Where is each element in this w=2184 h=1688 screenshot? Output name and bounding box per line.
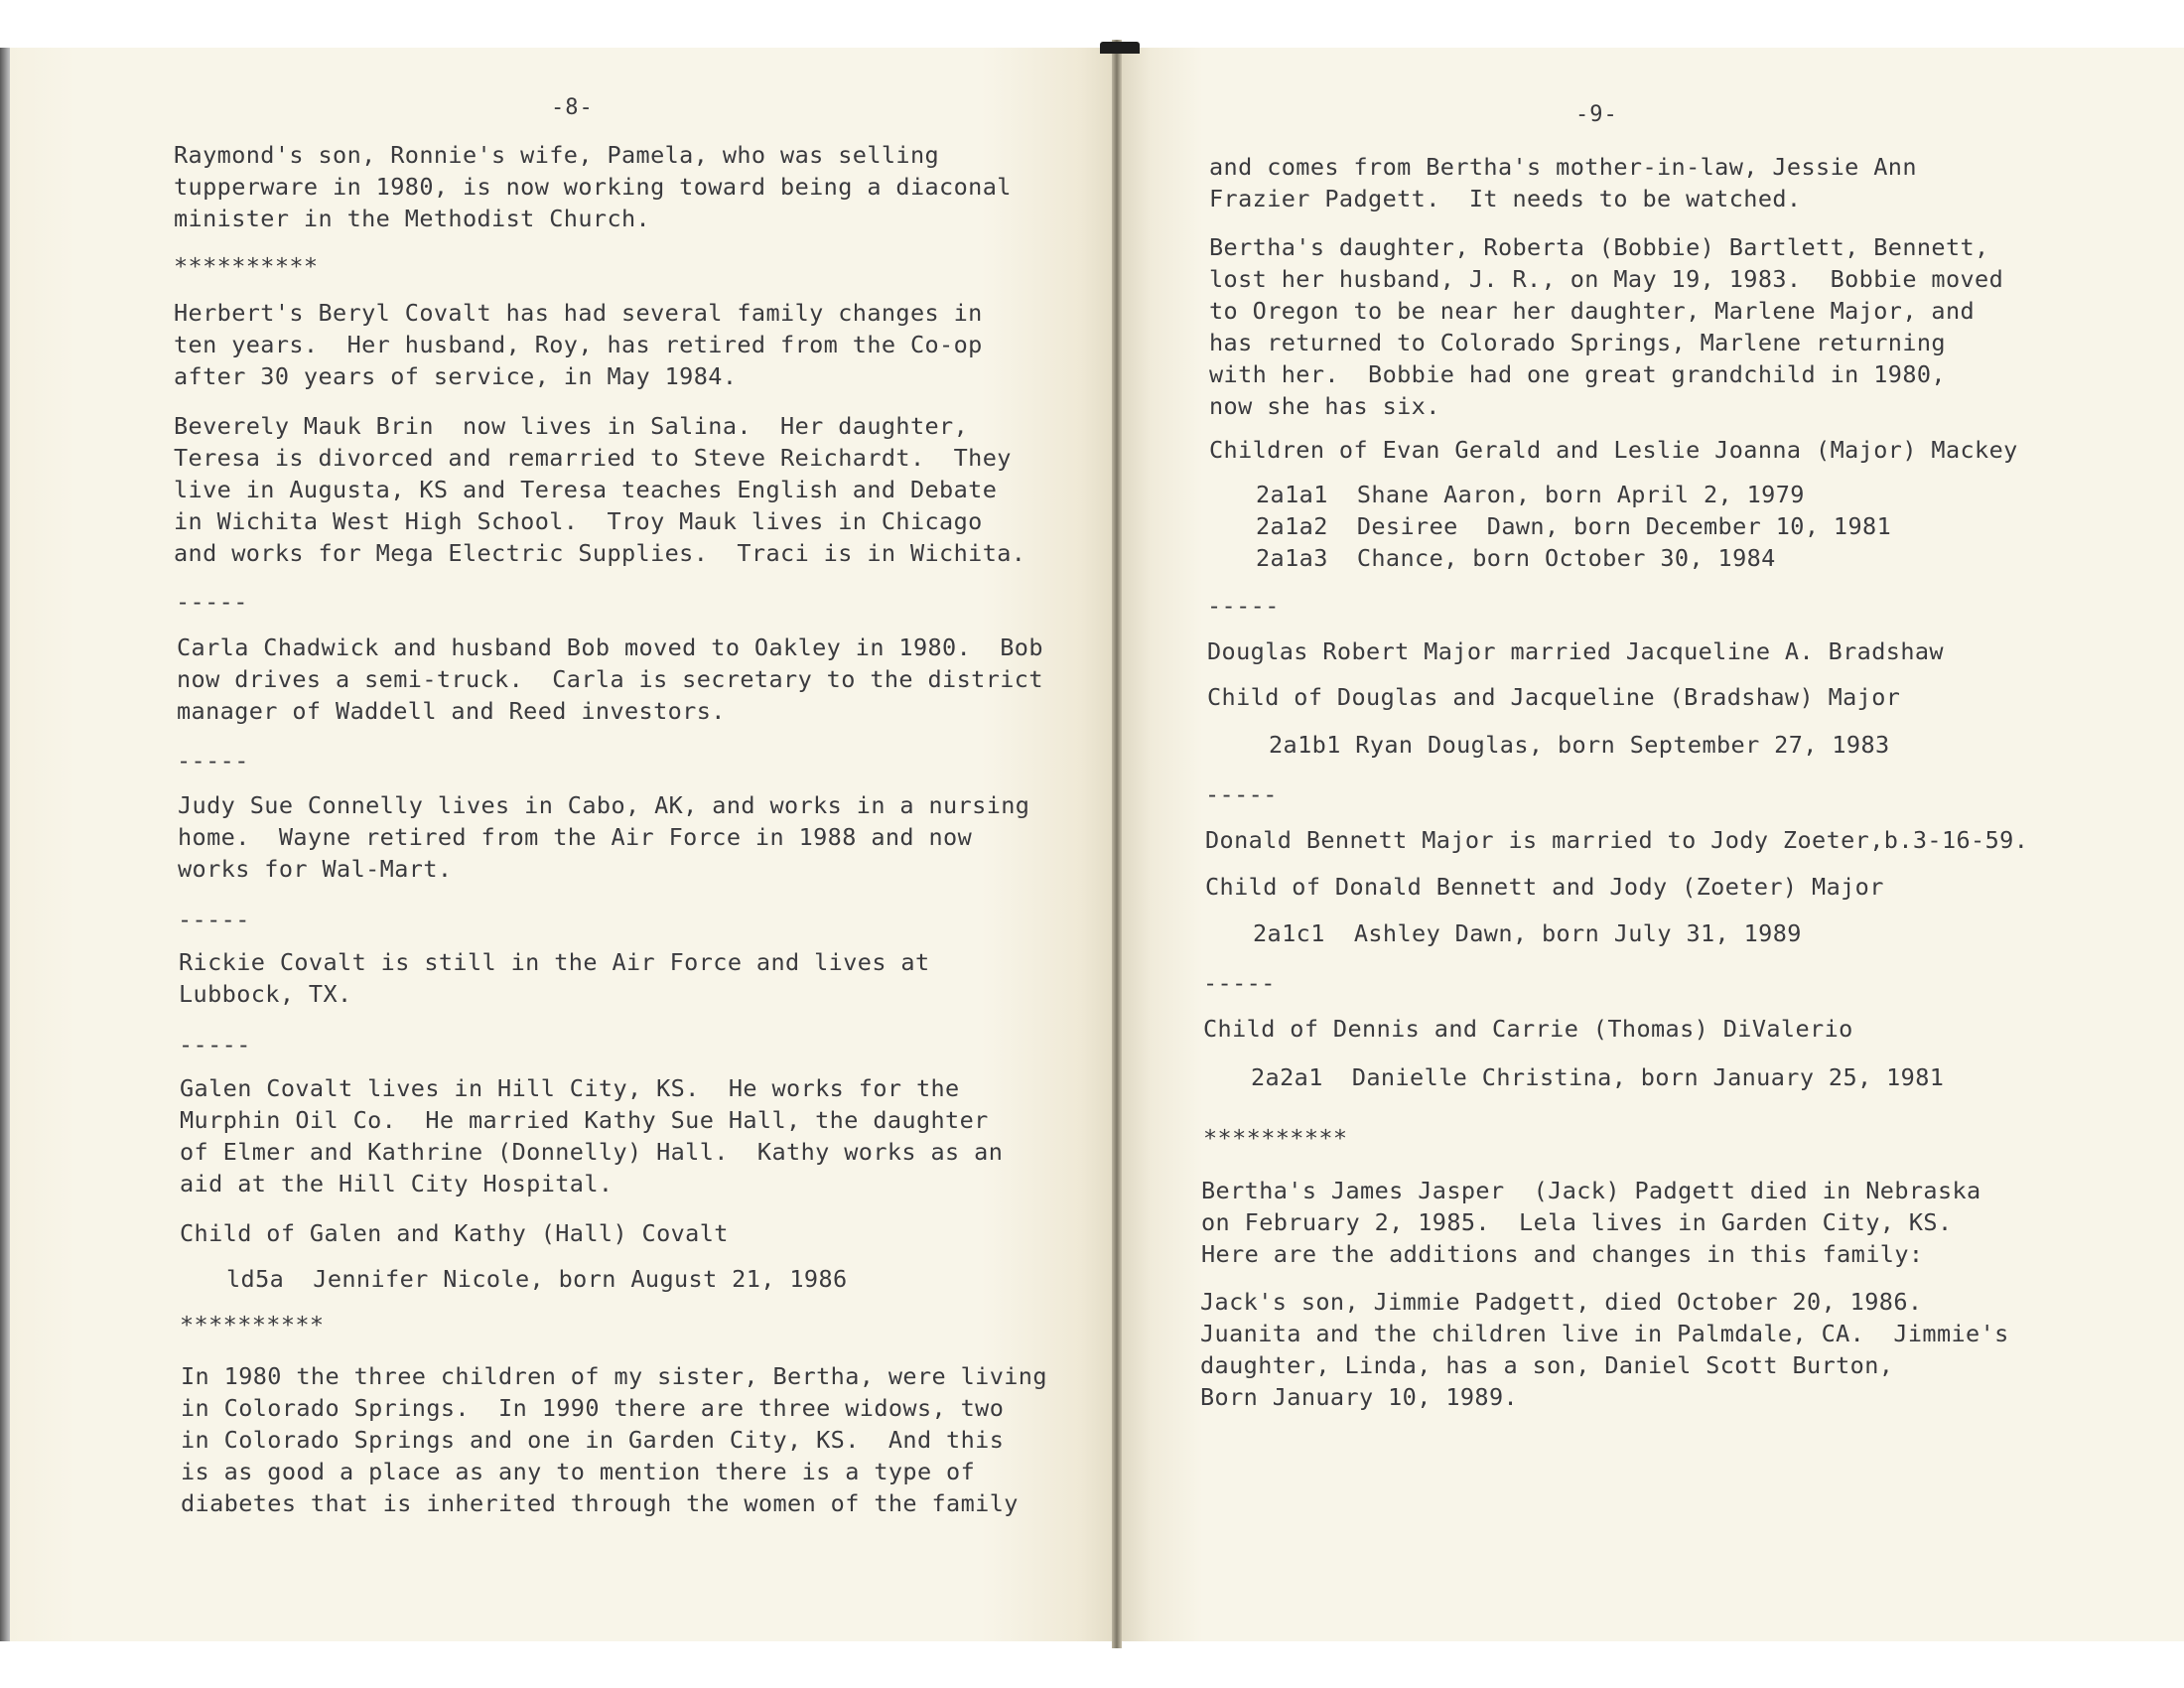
right-child-heading-divalerio: Child of Dennis and Carrie (Thomas) DiValerio: [1203, 1015, 1853, 1043]
book-spine: [1100, 42, 1140, 54]
right-paragraph-diabetes-cont: and comes from Bertha's mother-in-law, Jessie Ann Frazier Padgett. It needs to be watched.: [1209, 153, 1917, 212]
left-child-entry: ld5a Jennifer Nicole, born August 21, 1986: [226, 1265, 848, 1293]
right-paragraph-roberta: Bertha's daughter, Roberta (Bobbie) Bartlett, Bennett, lost her husband, J. R., on May 19, 1983. Bobbie moved to Oregon to be near her daughter, Marlene Major, and has returned to Colorado Springs, Marlene returning with her. Bobbie had one great grandchild in 1980, now she has six.: [1209, 233, 2004, 420]
right-separator-dash-2: -----: [1205, 780, 1278, 808]
right-separator-dash-3: -----: [1203, 969, 1276, 997]
right-child-heading-donald: Child of Donald Bennett and Jody (Zoeter) Major: [1205, 873, 1884, 901]
left-paragraph-judy: Judy Sue Connelly lives in Cabo, AK, and works in a nursing home. Wayne retired from the Air Force in 1988 and now works for Wal-Mart.: [178, 791, 1030, 883]
right-paragraph-jack: Bertha's James Jasper (Jack) Padgett died in Nebraska on February 2, 1985. Lela lives in Garden City, KS. Here are the additions and changes in this family:: [1201, 1177, 1981, 1268]
right-separator-stars: **********: [1203, 1124, 1348, 1152]
left-paragraph-carla: Carla Chadwick and husband Bob moved to Oakley in 1980. Bob now drives a semi-truck. Carla is secretary to the district manager of Waddell and Reed investors.: [177, 633, 1043, 725]
left-separator-stars-2: **********: [180, 1311, 325, 1338]
right-children-heading-mackey: Children of Evan Gerald and Leslie Joanna (Major) Mackey: [1209, 436, 2018, 464]
left-page-number: -8-: [551, 95, 594, 120]
left-child-heading: Child of Galen and Kathy (Hall) Covalt: [180, 1219, 729, 1247]
left-separator-dash-1: -----: [176, 588, 248, 616]
book-gutter: [1112, 40, 1122, 1648]
left-paragraph-bertha: In 1980 the three children of my sister, Bertha, were living in Colorado Springs. In 1990 there are three widows, two in Colorado Springs and one in Garden City, KS. And this is as good a place as any to mention there is a type of diabetes that is inherited through the women of the family: [181, 1362, 1047, 1517]
left-paragraph-beryl: Herbert's Beryl Covalt has had several family changes in ten years. Her husband, Roy, has retired from the Co-op after 30 years of service, in May 1984.: [174, 299, 983, 390]
left-separator-dash-4: -----: [179, 1031, 251, 1058]
right-child-entry-ryan: 2a1b1 Ryan Douglas, born September 27, 1983: [1269, 731, 1890, 759]
left-paragraph-galen: Galen Covalt lives in Hill City, KS. He works for the Murphin Oil Co. He married Kathy Sue Hall, the daughter of Elmer and Kathrine (Donnelly) Hall. Kathy works as an aid at the Hill City Hospital.: [180, 1074, 1004, 1197]
left-separator-stars-1: **********: [174, 252, 319, 280]
right-child-entry-ashley: 2a1c1 Ashley Dawn, born July 31, 1989: [1253, 919, 1802, 947]
left-separator-dash-2: -----: [177, 747, 249, 774]
right-separator-dash-1: -----: [1207, 592, 1280, 620]
right-paragraph-douglas: Douglas Robert Major married Jacqueline A. Bradshaw: [1207, 637, 1944, 665]
left-paragraph-beverely: Beverely Mauk Brin now lives in Salina. Her daughter, Teresa is divorced and remarried to Steve Reichardt. They live in Augusta, KS and Teresa teaches English and Debate in Wichita West High School. Troy Mauk lives in Chicago and works for Mega Electric Supplies. Traci is in Wichita.: [174, 412, 1026, 567]
left-separator-dash-3: -----: [178, 906, 250, 933]
right-child-heading-douglas: Child of Douglas and Jacqueline (Bradshaw) Major: [1207, 683, 1901, 711]
left-paragraph-rickie: Rickie Covalt is still in the Air Force and lives at Lubbock, TX.: [179, 948, 930, 1008]
right-page-number: -9-: [1575, 102, 1618, 127]
right-child-entry-danielle: 2a2a1 Danielle Christina, born January 25, 1981: [1251, 1063, 1945, 1091]
right-paragraph-jimmie: Jack's son, Jimmie Padgett, died October 20, 1986. Juanita and the children live in Palmdale, CA. Jimmie's daughter, Linda, has a son, Daniel Scott Burton, Born January 10, 1989.: [1200, 1288, 2009, 1411]
right-children-entries-mackey: 2a1a1 Shane Aaron, born April 2, 1979 2a1a2 Desiree Dawn, born December 10, 1981 2a1a3 Chance, born October 30, 1984: [1256, 481, 1892, 572]
left-paragraph-ronnie: Raymond's son, Ronnie's wife, Pamela, who was selling tupperware in 1980, is now working toward being a diaconal minister in the Methodist Church.: [174, 141, 1012, 232]
right-paragraph-donald: Donald Bennett Major is married to Jody Zoeter,b.3-16-59.: [1205, 826, 2029, 854]
